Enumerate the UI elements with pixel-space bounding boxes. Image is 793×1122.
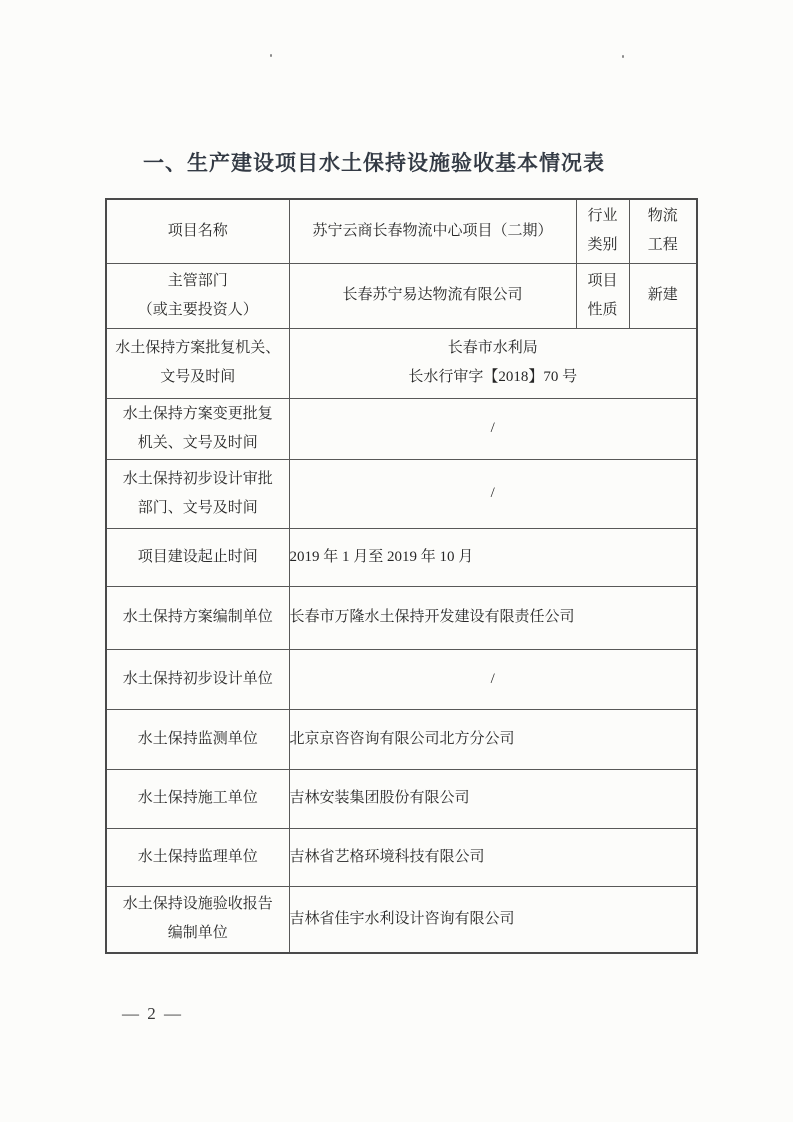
label-line: 水土保持方案编制单位 bbox=[122, 609, 273, 625]
value-line: 吉林安装集团股份有限公司 bbox=[289, 790, 470, 806]
value-line: 物流 bbox=[647, 208, 678, 225]
value-line: 长春市万隆水土保持开发建设有限责任公司 bbox=[289, 609, 575, 625]
competent-department-value bbox=[289, 263, 576, 328]
label-line: 编制单位 bbox=[167, 925, 228, 942]
label-line: 项目 bbox=[587, 272, 618, 289]
value-line: 吉林省佳宇水利设计咨询有限公司 bbox=[289, 910, 515, 927]
table-row bbox=[106, 528, 697, 586]
label-line: 水土保持监测单位 bbox=[137, 730, 258, 747]
table-row bbox=[106, 886, 697, 953]
label-line: 文号及时间 bbox=[160, 369, 236, 385]
swc-preliminary-design-approval-label bbox=[106, 459, 289, 528]
swc-plan-approval-label bbox=[106, 328, 289, 398]
table-row bbox=[106, 769, 697, 828]
construction-period-value bbox=[289, 528, 697, 586]
industry-category-label bbox=[576, 199, 629, 263]
value-line: 北京京咨咨询有限公司北方分公司 bbox=[289, 730, 515, 747]
project-name-value bbox=[289, 199, 576, 263]
swc-plan-approval-value bbox=[289, 328, 697, 398]
value-line: / bbox=[490, 420, 495, 436]
value-line: 长水行审字【2018】70 号 bbox=[408, 369, 578, 385]
label-line: 水土保持施工单位 bbox=[137, 790, 258, 806]
table-row bbox=[106, 398, 697, 459]
label-line: 类别 bbox=[587, 237, 618, 254]
value-line: 长春苏宁易达物流有限公司 bbox=[342, 287, 523, 303]
table-row bbox=[106, 586, 697, 649]
table-row bbox=[106, 199, 697, 263]
swc-construction-unit-value bbox=[289, 769, 697, 828]
label-line: 水土保持方案批复机关、 bbox=[115, 340, 281, 356]
swc-plan-change-approval-value bbox=[289, 398, 697, 459]
swc-supervision-unit-value bbox=[289, 828, 697, 886]
swc-construction-unit-label bbox=[106, 769, 289, 828]
swc-monitoring-unit-value bbox=[289, 709, 697, 769]
acceptance-report-compiler-value bbox=[289, 886, 697, 953]
label-line: 水土保持初步设计单位 bbox=[122, 670, 273, 687]
swc-supervision-unit-label bbox=[106, 828, 289, 886]
basic-info-table bbox=[105, 198, 698, 954]
value-line: 新建 bbox=[647, 287, 678, 303]
table-row bbox=[106, 828, 697, 886]
swc-preliminary-design-approval-value bbox=[289, 459, 697, 528]
industry-category-value bbox=[629, 199, 697, 263]
page-title: 一、生产建设项目水土保持设施验收基本情况表 bbox=[143, 152, 605, 175]
project-nature-label bbox=[576, 263, 629, 328]
label-line: 机关、文号及时间 bbox=[137, 434, 258, 451]
page-number: — 2 — bbox=[122, 1004, 183, 1023]
swc-preliminary-design-unit-label bbox=[106, 649, 289, 709]
table-row bbox=[106, 709, 697, 769]
swc-plan-compiler-value bbox=[289, 586, 697, 649]
swc-plan-change-approval-label bbox=[106, 398, 289, 459]
table-row bbox=[106, 459, 697, 528]
table-row bbox=[106, 263, 697, 328]
label-line: 主管部门 bbox=[167, 272, 228, 289]
value-line: 吉林省艺格环境科技有限公司 bbox=[289, 848, 485, 865]
label-line: 部门、文号及时间 bbox=[137, 499, 258, 516]
table-row bbox=[106, 328, 697, 398]
construction-period-label bbox=[106, 528, 289, 586]
label-line: 水土保持方案变更批复 bbox=[122, 405, 273, 422]
scan-dust-speck bbox=[270, 54, 272, 57]
label-line: 项目名称 bbox=[167, 222, 228, 239]
competent-department-label bbox=[106, 263, 289, 328]
acceptance-report-compiler-label bbox=[106, 886, 289, 953]
scan-dust-speck bbox=[622, 55, 624, 58]
table-row bbox=[106, 649, 697, 709]
value-line: / bbox=[490, 485, 495, 501]
project-nature-value bbox=[629, 263, 697, 328]
value-line: 工程 bbox=[647, 237, 678, 254]
value-line: 苏宁云商长春物流中心项目（二期） bbox=[312, 222, 553, 239]
project-name-label bbox=[106, 199, 289, 263]
swc-monitoring-unit-label bbox=[106, 709, 289, 769]
label-line: 水土保持设施验收报告 bbox=[122, 896, 273, 913]
swc-preliminary-design-unit-value bbox=[289, 649, 697, 709]
value-line: 2019 年 1 月至 2019 年 10 月 bbox=[289, 548, 474, 565]
value-line: / bbox=[490, 670, 495, 687]
label-line: 性质 bbox=[587, 301, 618, 318]
value-line: 长春市水利局 bbox=[447, 340, 538, 356]
label-line: （或主要投资人） bbox=[137, 301, 258, 318]
label-line: 项目建设起止时间 bbox=[137, 548, 258, 565]
label-line: 水土保持初步设计审批 bbox=[122, 470, 273, 487]
swc-plan-compiler-label bbox=[106, 586, 289, 649]
label-line: 水土保持监理单位 bbox=[137, 848, 258, 865]
label-line: 行业 bbox=[587, 208, 618, 225]
